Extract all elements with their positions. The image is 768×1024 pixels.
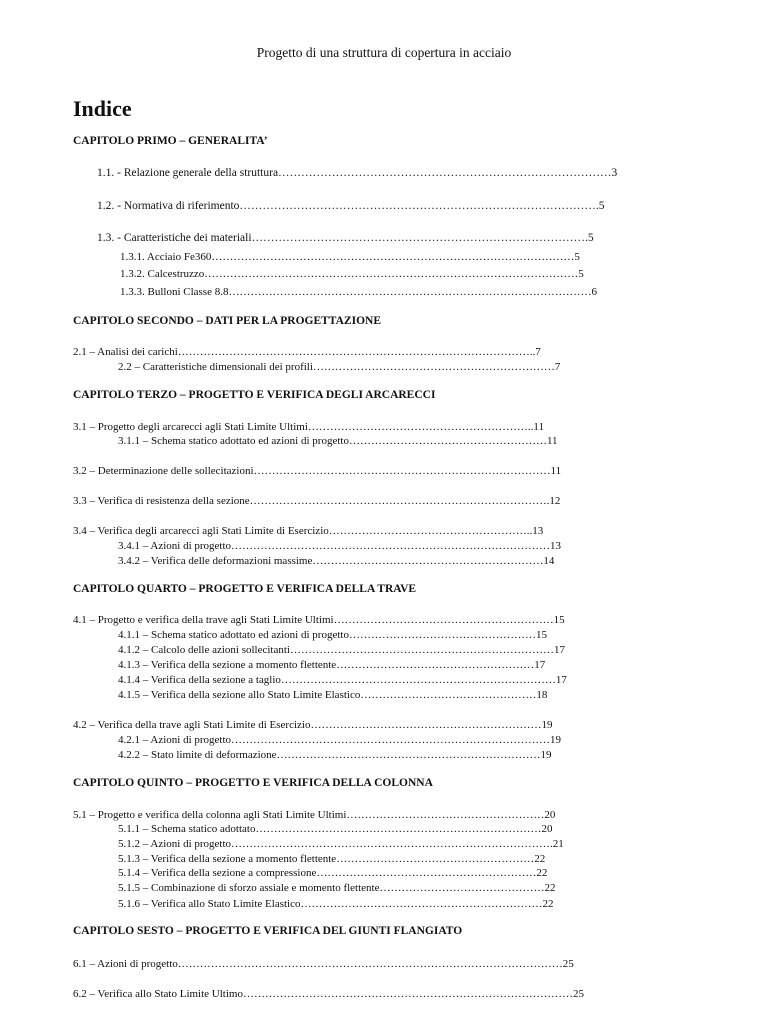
- toc-entry[interactable]: 6.1 – Azioni di progetto……………………………………………………………………………………………25: [73, 958, 574, 970]
- toc-entry[interactable]: 1.3.2. Calcestruzzo…………………………………………………………………………………………5: [120, 268, 584, 280]
- toc-entry[interactable]: 1.3.3. Bulloni Classe 8.8………………………………………………………………………………………6: [120, 286, 597, 298]
- chapter-heading-1: CAPITOLO PRIMO – GENERALITA’: [73, 135, 268, 147]
- toc-entry[interactable]: 4.1.5 – Verifica della sezione allo Stato Limite Elastico…………………………………………18: [118, 689, 548, 701]
- toc-entry[interactable]: 3.4.1 – Azioni di progetto……………………………………………………………………………13: [118, 540, 562, 552]
- toc-entry[interactable]: 5.1.5 – Combinazione di sforzo assiale e momento flettente………………………………………22: [118, 882, 556, 894]
- toc-entry[interactable]: 3.4 – Verifica degli arcarecci agli Stati Limite di Esercizio………………………………………………..13: [73, 525, 544, 537]
- toc-entry[interactable]: 4.2.2 – Stato limite di deformazione………………………………………………………………19: [118, 749, 552, 761]
- toc-entry[interactable]: 3.2 – Determinazione delle sollecitazioni………………………………………………………………………11: [73, 465, 562, 477]
- toc-entry[interactable]: 4.1.3 – Verifica della sezione a momento flettente………………………………………………17: [118, 659, 546, 671]
- toc-entry[interactable]: 4.1.4 – Verifica della sezione a taglio…………………………………………………………………17: [118, 674, 567, 686]
- toc-entry[interactable]: 5.1.6 – Verifica allo Stato Limite Elastico…………………………………………………………22: [118, 898, 554, 910]
- toc-entry[interactable]: 2.2 – Caratteristiche dimensionali dei profili…………………………………………………………7: [118, 361, 561, 373]
- toc-entry[interactable]: 3.3 – Verifica di resistenza della sezione……………………………………………………………………….12: [73, 495, 561, 507]
- toc-entry[interactable]: 4.2.1 – Azioni di progetto……………………………………………………………………………19: [118, 734, 562, 746]
- toc-entry[interactable]: 3.1.1 – Schema statico adottato ed azioni di progetto………………………………………………11: [118, 435, 558, 447]
- toc-entry[interactable]: 4.2 – Verifica della trave agli Stati Limite di Esercizio………………………………………………………19: [73, 719, 553, 731]
- toc-entry[interactable]: 5.1.4 – Verifica della sezione a compressione……………………………………………………22: [118, 867, 548, 879]
- page-title: Indice: [73, 96, 132, 121]
- toc-entry[interactable]: 1.2. - Normativa di riferimento………………………………………………………………………………….5: [97, 200, 605, 212]
- toc-entry[interactable]: 4.1 – Progetto e verifica della trave agli Stati Limite Ultimi……………………………………………………15: [73, 614, 565, 626]
- toc-entry[interactable]: 3.1 – Progetto degli arcarecci agli Stati Limite Ultimi……………………………………………………..11: [73, 421, 545, 433]
- toc-entry[interactable]: 4.1.1 – Schema statico adottato ed azioni di progetto……………………………………………15: [118, 629, 547, 641]
- toc-entry[interactable]: 1.3. - Caratteristiche dei materiali…………………………………………………………………………….5: [97, 232, 594, 244]
- chapter-heading-2: CAPITOLO SECONDO – DATI PER LA PROGETTAZIONE: [73, 315, 381, 327]
- chapter-heading-6: CAPITOLO SESTO – PROGETTO E VERIFICA DEL GIUNTI FLANGIATO: [73, 925, 463, 937]
- page-header: Progetto di una struttura di copertura in acciaio: [256, 45, 512, 60]
- toc-entry[interactable]: 5.1.3 – Verifica della sezione a momento flettente………………………………………………22: [118, 853, 546, 865]
- toc-entry[interactable]: 2.1 – Analisi dei carichi……………………………………………………………………………………..7: [73, 346, 541, 358]
- toc-entry[interactable]: 3.4.2 – Verifica delle deformazioni massime………………………………………………………14: [118, 555, 555, 567]
- toc-entry[interactable]: 5.1 – Progetto e verifica della colonna agli Stati Limite Ultimi………………………………………………20: [73, 809, 556, 821]
- toc-entry[interactable]: 1.1. - Relazione generale della struttura……………………………………………………………………………3: [97, 167, 618, 179]
- chapter-heading-3: CAPITOLO TERZO – PROGETTO E VERIFICA DEGLI ARCARECCI: [73, 389, 436, 401]
- toc-entry[interactable]: 5.1.1 – Schema statico adottato……………………………………………………………………20: [118, 823, 553, 835]
- toc-entry[interactable]: 6.2 – Verifica allo Stato Limite Ultimo………………………………………………………………………………25: [73, 988, 584, 1000]
- toc-entry[interactable]: 5.1.2 – Azioni di progetto…………………………………………………………………………….21: [118, 838, 564, 850]
- toc-entry[interactable]: 1.3.1. Acciaio Fe360………………………………………………………………………………………5: [120, 251, 580, 263]
- chapter-heading-5: CAPITOLO QUINTO – PROGETTO E VERIFICA DELLA COLONNA: [73, 777, 433, 789]
- chapter-heading-4: CAPITOLO QUARTO – PROGETTO E VERIFICA DELLA TRAVE: [73, 583, 417, 595]
- toc-entry[interactable]: 4.1.2 – Calcolo delle azioni sollecitanti………………………………………………………………17: [118, 644, 565, 656]
